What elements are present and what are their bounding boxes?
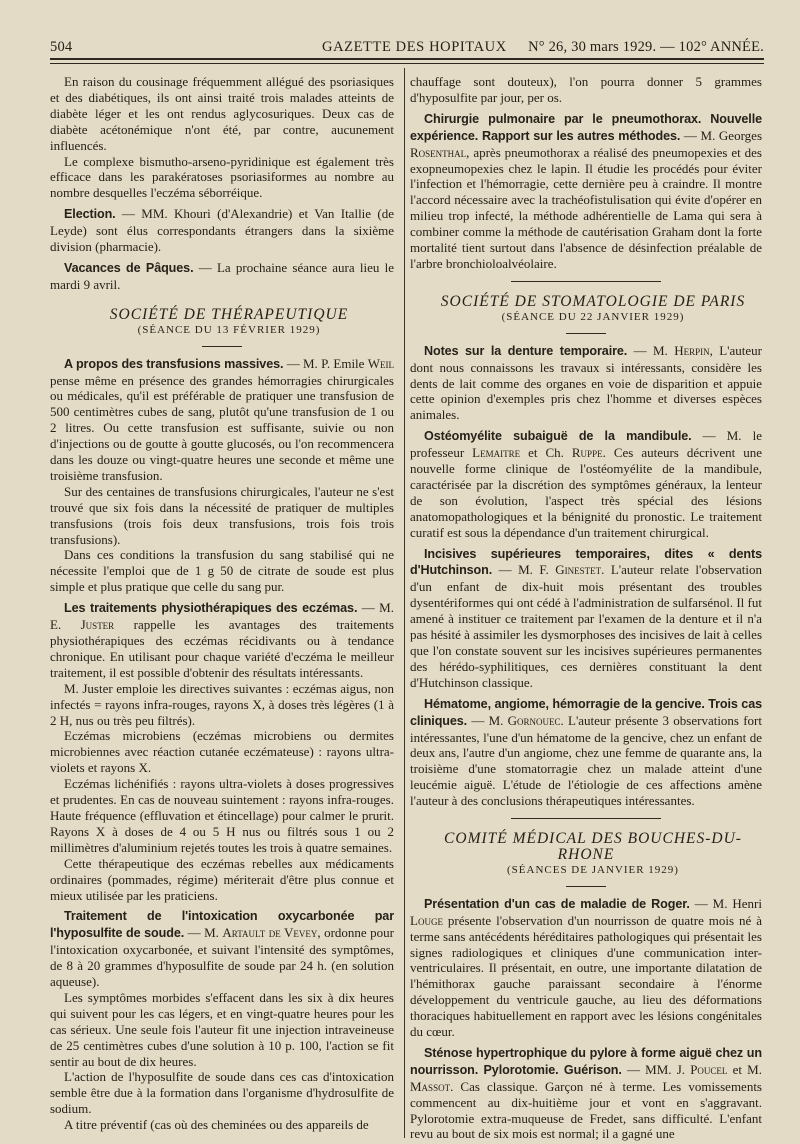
paragraph: Présentation d'un cas de maladie de Roger. — M. Henri Louge présente l'observation d'un nourrisson de quatre mois né à terme sans antécédents héréditaires pathologiques qui présentait les signes radiologiques et cliniques d'une communication inter-ventriculaires. Il présentait, en outre, une importante dilatation de l'hémithorax gauche paraissant secondaire à l'énorme développement du ventricule gauche, au lieu des déformations thoraciques habituellement en rapport avec les lésions congénitales du cœur.	[410, 895, 762, 1040]
paragraph: Les symptômes morbides s'effacent dans les six à dix heures qui suivent pour les cas légers, et en vingt-quatre heures pour les cas sérieux. Une seule fois l'auteur fit une injection intraveineuse de 25 centimètres cubes d'une solution à 10 p. 100, l'action se fit sentir au bout de dix heures.	[50, 989, 394, 1069]
paragraph: Chirurgie pulmonaire par le pneumothorax. Nouvelle expérience. Rapport sur les autres méthodes. — M. Georges Rosenthal, après pneumothorax a réalisé des pneumopexies et des exopneumopexies chez le lapin. Il étudie les procédés pour éviter l'infection et l'hémorragie, cette dernière peu à craindre. Il montre l'accord nécessaire avec la trachéofistulisation qui évite d'opérer en milieu trop infecté, la méthode adhérentielle de Lama qui sera à combiner comme la méthode de cautérisation Graham dont la forte mortalité tient surtout dans l'absence de désinfection préalable de l'arbre bronchioloalvéolaire.	[410, 111, 763, 271]
author-name: Ginestet	[555, 562, 602, 578]
separator-rule	[511, 281, 661, 282]
header-rule	[50, 58, 764, 60]
author-name: Ruppe	[571, 445, 603, 461]
session-date: (SÉANCE DU 22 JANVIER 1929)	[501, 310, 685, 323]
right-column	[410, 74, 762, 1142]
paragraph: Hématome, angiome, hémorragie de la gencive. Trois cas cliniques. — M. Gornouec. L'auteur présente 3 observations fort intéressantes, l'une d'un hématome de la gencive, chez un enfant de deux ans, l'autre d'un angiome, chez une femme de quarante ans, la troisième d'une stomatorragie chez un malade atteint d'une leucémie aiguë. L'étude de l'étiologie de ces affections amène l'auteur à des conclusions thérapeutiques intéressantes.	[410, 696, 763, 809]
paragraph: Election. — MM. Khouri (d'Alexandrie) et Van Itallie (de Leyde) sont élus correspondants étrangers dans la sixième division (pharmacie).	[50, 206, 394, 255]
paragraph: Dans ces conditions la transfusion du sang stabilisé qui ne nécessite l'emploi que de 1 g 50 de citrate de soude est plus simple et plus pratique que celle du sang pur.	[50, 547, 394, 595]
paragraph: M. Juster emploie les directives suivantes : eczémas aigus, non infectés = rayons infra-rouges, rayons X, à doses très légères (1 à 2 H, nus ou très peu filtrés).	[50, 680, 394, 728]
section-heading: Ostéomyélite subaiguë de la mandibule.	[424, 429, 692, 444]
author-name: Gornouec	[507, 712, 561, 728]
author-name: Juster	[80, 617, 115, 633]
section-heading: A propos des transfusions massives.	[64, 356, 284, 371]
paragraph: Eczémas microbiens (eczémas microbiens ou dermites microbiennes avec réaction cutanée eczémateuse) : rayons ultra-violets et rayons X.	[50, 728, 394, 776]
section-heading: Chirurgie pulmonaire par le pneumothorax. Nouvelle expérience. Rapport sur les autres méthodes.	[410, 111, 762, 143]
paragraph: Incisives supérieures temporaires, dites « dents d'Hutchinson. — M. F. Ginestet. L'auteur relate l'observation d'un enfant de dix-huit mois présentant des troubles dysentériformes qui ont cédé à l'administration de sulfarsénol. Il fut amené à instituer ce traitement par l'examen de la denture et il n'a pas hésité à assimiler les dysmorphoses des incisives de lait à celles que l'on constate souvent sur les incisives supérieures permanentes des hérédo-syphilitiques, ces dernières constituant la dent d'Hutchinson classique.	[410, 546, 763, 690]
issue-info: N° 26, 30 mars 1929. — 102° ANNÉE.	[528, 39, 764, 55]
author-name: Lemaitre	[472, 445, 521, 461]
paragraph: Les traitements physiothérapiques des eczémas. — M. E. Juster rappelle les avantages des traitements physiothérapiques des eczémas récidivants ou à tendance chronique. En utilisant pour chaque variété d'eczéma le meilleur traitement, il est possible d'obtenir des résultats intéressants.	[50, 600, 394, 680]
header-rule-thin	[50, 63, 764, 64]
paragraph: Ostéomyélite subaiguë de la mandibule. — M. le professeur Lemaitre et Ch. Ruppe. Ces auteurs décrivent une nouvelle forme clinique de l'ostéomyélite de la mandibule, caractérisée par la discrétion des symptômes généraux, la lenteur de son évolution, l'aspect très spécial des lésions anatomopathologiques et la bénignité du pronostic. Le traitement curatif est sous la dépendance d'un traitement chirurgical.	[410, 428, 762, 540]
column-divider	[404, 68, 405, 1138]
paragraph: Sur des centaines de transfusions chirurgicales, l'auteur ne s'est trouvé que six fois dans la nécessité de pratiquer de multiples transfusions (trois fois deux transfusions, trois fois trois transfusions).	[50, 483, 394, 547]
short-rule	[566, 333, 606, 334]
society-title: SOCIÉTÉ DE STOMATOLOGIE DE PARIS	[440, 292, 746, 310]
author-name: Poucel	[690, 1061, 728, 1077]
section-heading: Vacances de Pâques.	[64, 260, 194, 275]
paragraph: Le complexe bismutho-arseno-pyridinique est également très efficace dans les parakératoses psoriasiformes au nombre au nombre desquelles l'eczéma séborréique.	[50, 153, 394, 201]
author-name: Herpin	[674, 342, 710, 358]
short-rule	[566, 886, 606, 887]
author-name: Artault de Vevey	[222, 925, 318, 941]
running-header	[50, 36, 764, 58]
paragraph: chauffage sont douteux), l'on pourra donner 5 grammes d'hyposulfite par jour, per os.	[410, 74, 762, 105]
author-name: Weil	[367, 355, 394, 371]
paragraph: A titre préventif (cas où des cheminées ou des appareils de	[64, 1117, 369, 1133]
separator-rule	[511, 818, 661, 819]
section-heading: Hématome, angiome, hémorragie de la gencive. Trois cas cliniques.	[410, 696, 762, 728]
society-title: SOCIÉTÉ DE THÉRAPEUTIQUE	[109, 305, 349, 323]
society-title: COMITÉ MÉDICAL DES BOUCHES-DU-RHONE	[444, 830, 742, 863]
author-name: Louge	[410, 912, 443, 928]
short-rule	[202, 346, 242, 347]
section-heading: Notes sur la denture temporaire.	[424, 343, 628, 358]
paragraph: Traitement de l'intoxication oxycarbonée par l'hyposulfite de soude. — M. Artault de Vevey, ordonne pour l'intoxication oxycarbonée, et suivant l'intensité des symptômes, de 8 à 20 grammes d'hyposulfite de soude par 24 h. (en solution aqueuse).	[50, 909, 394, 990]
journal-title: GAZETTE DES HOPITAUX	[322, 39, 507, 55]
section-heading: Traitement de l'intoxication oxycarbonée par l'hyposulfite de soude.	[50, 909, 394, 941]
paragraph: Sténose hypertrophique du pylore à forme aiguë chez un nourrisson. Pylorotomie. Guérison. — MM. J. Poucel et M. Massot. Cas classique. Garçon né à terme. Les vomissements commencent au dix-huitième jour et vont en s'aggravant. Pylorotomie extra-muqueuse de Fredet, sans difficulté. L'enfant revu au bout de six mois est normal; il a gagné une	[410, 1045, 762, 1142]
paragraph: Notes sur la denture temporaire. — M. Herpin, L'auteur dont nous connaissons les travaux si intéressants, considère les dents de lait comme des organes en voie de disparition et appuie cette opinion d'exemples pris chez l'homme et diverses espèces animales.	[410, 342, 762, 423]
paragraph: Eczémas lichénifiés : rayons ultra-violets à doses progressives et prudentes. En cas de nouveau suintement : rayons infra-rouges. Haute fréquence (effluvation et étincellage) pour calmer le prurit. Rayons X à doses de 4 ou 5 H nus ou filtrés sous 1 ou 2 millimètres d'aluminium rejetés toutes les trois à quatre semaines.	[50, 776, 394, 855]
section-heading: Présentation d'un cas de maladie de Roger.	[424, 896, 690, 911]
section-heading: Sténose hypertrophique du pylore à forme aiguë chez un nourrisson. Pylorotomie. Guérison.	[410, 1045, 762, 1077]
paragraph: L'action de l'hyposulfite de soude dans ces cas d'intoxication semble être due à la formation dans l'organisme d'hydrosulfite de sodium.	[50, 1069, 394, 1117]
paragraph: En raison du cousinage fréquemment allégué des psoriasiques et des diabétiques, ils ont ainsi traité trois malades atteints de diabète léger et les ont rendus aglycosuriques. Deux cas de diabète acétonémique n'ont été, par contre, aucunement influencés.	[50, 74, 394, 153]
author-name: Rosenthal	[410, 144, 467, 160]
session-date: (SÉANCE DU 13 FÉVRIER 1929)	[137, 323, 321, 336]
session-date: (SÉANCES DE JANVIER 1929)	[507, 863, 679, 876]
author-name: Massot	[410, 1078, 451, 1094]
section-heading: Les traitements physiothérapiques des eczémas.	[64, 601, 358, 616]
left-column	[50, 74, 394, 1133]
section-heading: Incisives supérieures temporaires, dites « dents d'Hutchinson.	[410, 546, 762, 578]
paragraph: Cette thérapeutique des eczémas rebelles aux médicaments ordinaires (pommades, régime) mériterait d'être plus connue et mieux utilisée par les praticiens.	[50, 855, 394, 903]
paragraph: Vacances de Pâques. — La prochaine séance aura lieu le mardi 9 avril.	[50, 259, 394, 292]
page-number: 504	[50, 39, 73, 55]
section-heading: Election.	[64, 207, 116, 222]
paragraph: A propos des transfusions massives. — M. P. Emile Weil pense même en présence des grandes hémorragies chirurgicales ou médicales, qu'il est préférable de pratiquer une transfusion de 500 centimètres cubes de sang, plutôt qu'une transfusion de 1 ou 2 litres. Ou cette transfusion est suffisante, suivie ou non d'injections ou de goutte à goutte glucosés, ou l'on recommencera dans les douze ou vingt-quatre heures une seconde et même une troisième transfusion.	[50, 355, 394, 483]
